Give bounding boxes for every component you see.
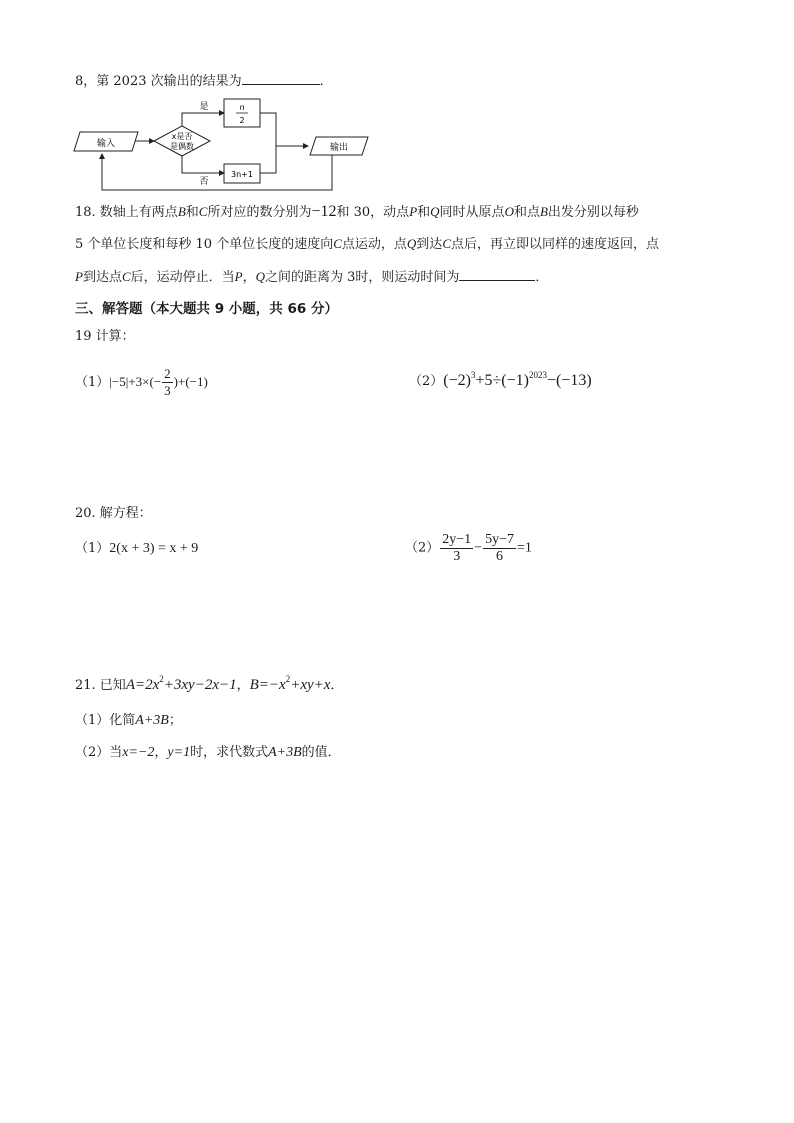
q18-var-c: C — [333, 236, 342, 251]
q20-part1-expr: 2(x + 3) = x + 9 — [109, 541, 199, 556]
flowchart-decision-line1: x是否 — [171, 132, 193, 141]
q19-part1-label: （1） — [75, 375, 110, 390]
q18-var-q: Q — [406, 236, 417, 251]
q19-part2-expr: (−2) — [443, 372, 471, 389]
q19-title: 19 计算： — [75, 329, 135, 344]
q8-prefix: 8，第 2023 次输出的结果为 — [75, 74, 242, 89]
q18-text: 和 — [185, 205, 199, 220]
q18-text: 点运动，点 — [341, 237, 407, 252]
flowchart-decision — [154, 126, 210, 156]
q21-part2-x: x=−2 — [122, 745, 155, 760]
q18-var-p: P — [409, 204, 418, 219]
q19-part2-exponent: 2023 — [528, 370, 547, 380]
q18-line2 — [75, 235, 659, 254]
q18-var-c: C — [442, 236, 451, 251]
q20-part2-label: （2） — [405, 540, 440, 556]
q21-part1-expr: A+3B — [135, 713, 169, 728]
q18-var-b: B — [539, 204, 548, 219]
q18-line1 — [75, 203, 639, 222]
q19-part2-label: （2） — [409, 374, 444, 389]
fraction-denominator: 6 — [496, 549, 504, 564]
q8-suffix: ． — [319, 74, 333, 89]
flowchart — [72, 96, 372, 196]
q21-part2-label: （2）当 — [75, 745, 123, 760]
section-heading: 三、解答题（本大题共 9 小题，共 66 分） — [75, 301, 338, 317]
q21-b-definition: B=−x — [249, 677, 286, 693]
q18-text: 之间的距离为 3时，则运动时间为 — [265, 270, 460, 285]
flowchart-decision-line2: 是偶数 — [170, 142, 194, 151]
q18-text: 点后，再立即以同样的速度返回，点 — [450, 237, 659, 252]
q8-answer-blank[interactable] — [242, 70, 320, 85]
q18-text: 到达 — [416, 237, 443, 252]
q21-part1-label: （1）化简 — [75, 713, 136, 728]
q18-text: ， — [242, 270, 256, 285]
q21-text: 时，求代数式 — [190, 745, 269, 760]
q18-answer-blank[interactable] — [459, 266, 535, 281]
q18-var-q: Q — [255, 269, 266, 284]
flowchart-box-triple-label: 3n+1 — [231, 170, 253, 179]
q20-part2-fraction1 — [440, 532, 473, 565]
q21-text: 21. 已知 — [75, 678, 126, 693]
q18-text: 18. 数轴上有两点 — [75, 205, 178, 220]
q18-text: 5 个单位长度和每秒 10 个单位长度的速度向 — [75, 237, 334, 252]
flowchart-no-label: 否 — [199, 177, 209, 187]
q19-part2 — [409, 372, 592, 391]
q20-title: 20. 解方程： — [75, 506, 152, 521]
q20-part2-operator: − — [474, 540, 483, 556]
q18-text: 和 30，动点 — [336, 205, 410, 220]
q21-a-definition: A=2x — [125, 677, 160, 693]
q21-text: 的值． — [301, 745, 341, 760]
q21-b-definition: +xy+x — [290, 677, 331, 693]
q18-text: ． — [535, 270, 549, 285]
q19-part1 — [75, 366, 208, 399]
q21-text: ． — [330, 678, 344, 693]
q21-text: ， — [154, 745, 168, 760]
q18-text: 后，运动停止．当 — [130, 270, 235, 285]
q18-var-b: B — [177, 204, 186, 219]
q18-var-o: O — [504, 204, 514, 219]
q20-part1 — [75, 540, 198, 558]
q18-line3 — [75, 266, 548, 287]
q18-text: 出发分别以每秒 — [547, 205, 639, 220]
q18-text: 和 — [417, 205, 431, 220]
flowchart-box-half-num: n — [239, 103, 245, 112]
q21-text: ， — [236, 678, 250, 693]
q18-text: 同时从原点 — [439, 205, 505, 220]
q21-line — [75, 676, 343, 695]
flowchart-yes-label: 是 — [199, 102, 209, 112]
q19-part2-expr: +5÷(−1) — [475, 372, 529, 389]
q21-part2-expr: A+3B — [268, 745, 302, 760]
q18-var-p: P — [75, 269, 83, 284]
q18-var-c: C — [121, 269, 131, 284]
q19-part2-exponent: 3 — [470, 370, 476, 380]
fraction-denominator: 3 — [164, 383, 171, 398]
q20-part2-operator: =1 — [517, 540, 532, 556]
q21-part2 — [75, 744, 341, 762]
flowchart-loop-arrow — [102, 154, 332, 190]
q8-line — [75, 70, 333, 91]
q21-text: ； — [168, 713, 182, 728]
flowchart-input-label: 输入 — [96, 139, 116, 149]
flowchart-arrow-no — [182, 156, 224, 173]
q18-var-p: P — [234, 269, 243, 284]
fraction-numerator: 2y−1 — [442, 532, 472, 547]
flowchart-box-half-den: 2 — [239, 116, 245, 125]
q18-text: 到达点 — [82, 270, 122, 285]
q19-part1-fraction — [162, 366, 173, 399]
fraction-numerator: 5y−7 — [485, 532, 514, 547]
q20-part1-label: （1） — [75, 541, 110, 556]
q18-var-c: C — [198, 204, 208, 219]
q21-exponent: 2 — [159, 674, 164, 684]
q19-part1-expr: )+(−1) — [173, 374, 208, 389]
q19-part2-expr: −(−13) — [546, 372, 592, 389]
q21-exponent: 2 — [285, 674, 291, 684]
fraction-numerator: 2 — [164, 366, 171, 381]
q18-text: 所对应的数分别为 — [207, 205, 312, 220]
q18-var-q: Q — [430, 204, 440, 219]
flowchart-merge — [260, 113, 276, 173]
q20-part2-fraction2 — [483, 532, 516, 565]
q21-part2-y: y=1 — [167, 745, 191, 760]
q20-part2 — [405, 532, 532, 565]
flowchart-output-label: 输出 — [329, 143, 349, 153]
fraction-denominator: 3 — [453, 549, 461, 564]
q18-text: 和点 — [513, 205, 540, 220]
q18-number: −12 — [311, 203, 337, 220]
q21-a-definition: +3xy−2x−1 — [163, 677, 237, 693]
q21-part1 — [75, 712, 182, 730]
q19-part1-expr: |−5|+3×(− — [109, 374, 162, 389]
flowchart-arrow-yes — [182, 113, 224, 126]
